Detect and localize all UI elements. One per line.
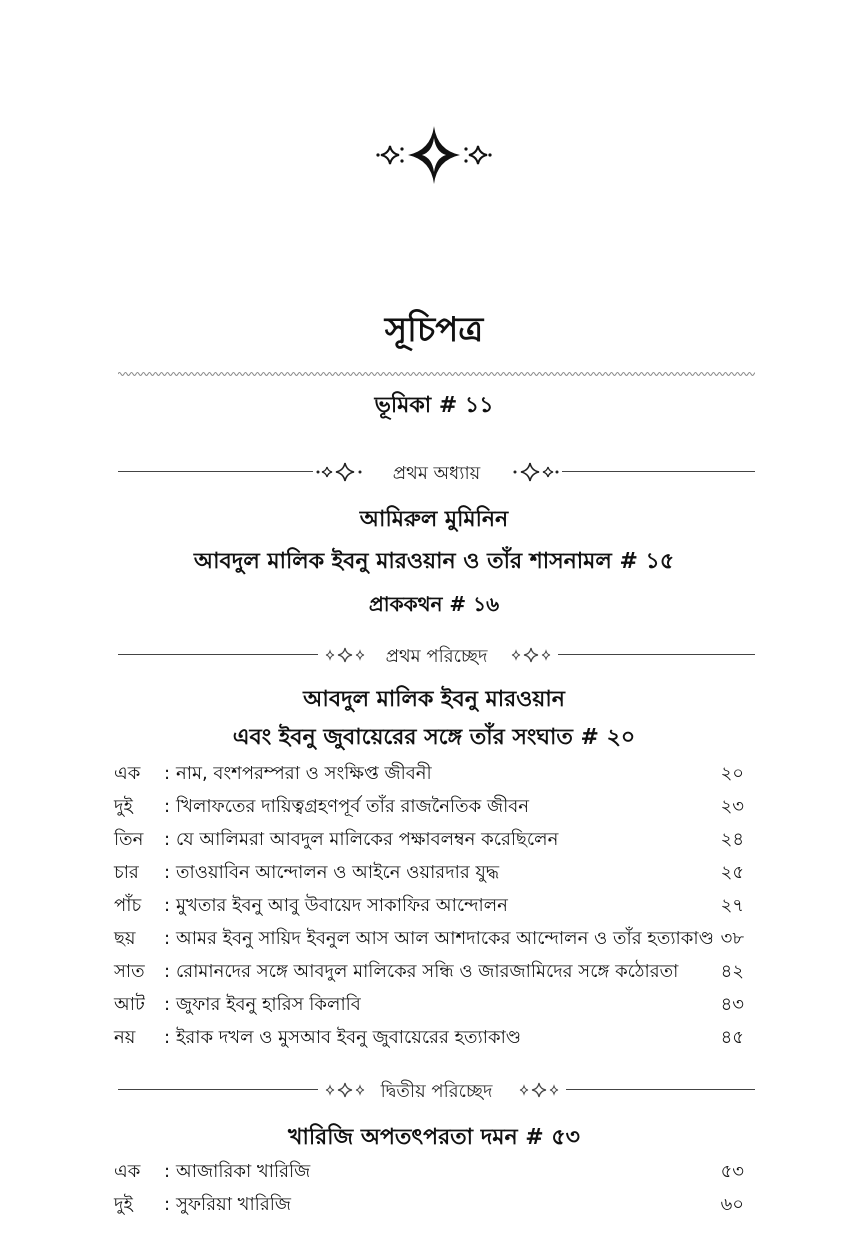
toc-row-number: এক xyxy=(114,763,141,784)
toc-row[interactable] xyxy=(114,757,744,790)
toc-row-colon: : xyxy=(164,1161,171,1182)
section-label: দ্বিতীয় পরিচ্ছেদ xyxy=(380,1081,493,1102)
toc-row-colon: : xyxy=(164,796,171,817)
chapter-heading-line1[interactable]: আমিরুল মুমিনিন xyxy=(359,507,509,532)
toc-row-page: ২৭ xyxy=(720,895,744,916)
section-divider xyxy=(118,640,755,670)
chapter-divider xyxy=(118,457,755,487)
toc-row-title: রোমানদের সঙ্গে আবদুল মালিকের সন্ধি ও জারজামিদের সঙ্গে কঠোরতা xyxy=(176,961,679,982)
section2-heading[interactable]: খারিজি অপতৎপরতা দমন # ৫৩ xyxy=(288,1125,580,1150)
toc-row[interactable] xyxy=(114,889,744,922)
toc-row-title: ইরাক দখল ও মুসআব ইবনু জুবায়েরের হত্যাকাণ্ড xyxy=(176,1027,522,1048)
wavy-divider xyxy=(118,364,755,374)
divider-ornament-icon xyxy=(506,645,556,665)
toc-row-title: নাম, বংশপরম্পরা ও সংক্ষিপ্ত জীবনী xyxy=(176,763,432,784)
toc-row-page: ৫৩ xyxy=(720,1161,744,1182)
divider-ornament-icon xyxy=(514,1080,564,1100)
section-heading-line2[interactable]: এবং ইবনু জুবায়েরের সঙ্গে তাঁর সংঘাত # ২০ xyxy=(232,725,636,750)
toc-row-number: পাঁচ xyxy=(114,895,142,916)
toc-row-page: ৩৮ xyxy=(720,928,744,949)
toc-row-title: তাওয়াবিন আন্দোলন ও আইনে ওয়ারদার যুদ্ধ xyxy=(176,862,500,883)
section-heading-line1[interactable]: আবদুল মালিক ইবনু মারওয়ান xyxy=(303,687,565,712)
toc-row-colon: : xyxy=(164,1194,171,1215)
wavy-line xyxy=(118,373,755,376)
toc-row-number: দুই xyxy=(114,1194,133,1215)
toc-row[interactable] xyxy=(114,922,744,955)
toc-row-title: আজারিকা খারিজি xyxy=(176,1161,311,1182)
top-ornament-icon xyxy=(0,122,868,188)
toc-row-page: ২৪ xyxy=(720,829,744,850)
chapter-heading-line2[interactable]: আবদুল মালিক ইবনু মারওয়ান ও তাঁর শাসনামল # ১৫ xyxy=(193,549,675,574)
toc-row-title: মুখতার ইবনু আবু উবায়েদ সাকাফির আন্দোলন xyxy=(176,895,508,916)
toc-row-colon: : xyxy=(164,961,171,982)
toc-row[interactable] xyxy=(114,1021,744,1054)
toc-row-title: সুফরিয়া খারিজি xyxy=(176,1194,291,1215)
toc-row-title: খিলাফতের দায়িত্বগ্রহণপূর্ব তাঁর রাজনৈতিক জীবন xyxy=(176,796,529,817)
toc-row-colon: : xyxy=(164,994,171,1015)
toc-row[interactable] xyxy=(114,1155,744,1188)
toc-entry-prologue[interactable]: প্রাককথন # ১৬ xyxy=(368,592,500,616)
toc-row[interactable] xyxy=(114,790,744,823)
toc-row-colon: : xyxy=(164,763,171,784)
toc-row-number: আট xyxy=(114,994,145,1015)
toc-row[interactable] xyxy=(114,955,744,988)
toc-row-colon: : xyxy=(164,829,171,850)
toc-row-title: আমর ইবনু সায়িদ ইবনুল আস আল আশদাকের আন্দোলন ও তাঁর হত্যাকাণ্ড xyxy=(176,928,714,949)
toc-row[interactable] xyxy=(114,988,744,1021)
divider-ornament-icon xyxy=(510,462,560,482)
toc-row-number: তিন xyxy=(114,829,144,850)
toc-row-page: ৪৫ xyxy=(720,1027,744,1048)
toc-row-number: সাত xyxy=(114,961,145,982)
toc-row-page: ২০ xyxy=(720,763,744,784)
toc-row-colon: : xyxy=(164,895,171,916)
toc-row-page: ৪২ xyxy=(720,961,744,982)
toc-row-colon: : xyxy=(164,862,171,883)
toc-row-page: ৬০ xyxy=(720,1194,744,1215)
toc-row-number: চার xyxy=(114,862,139,883)
toc-row[interactable] xyxy=(114,856,744,889)
toc-row-colon: : xyxy=(164,928,171,949)
toc-row-number: নয় xyxy=(114,1027,136,1048)
toc-entry-bhumika[interactable]: ভূমিকা # ১১ xyxy=(374,393,494,418)
toc-row-page: ২৩ xyxy=(720,796,744,817)
toc-list-section1 xyxy=(114,757,744,1054)
section-divider xyxy=(118,1075,755,1105)
page-title: সূচিপত্র xyxy=(384,310,484,350)
toc-list-section2 xyxy=(114,1155,744,1221)
toc-row[interactable] xyxy=(114,823,744,856)
toc-row-number: ছয় xyxy=(114,928,136,949)
toc-row-page: ২৫ xyxy=(720,862,744,883)
toc-row-title: জুফার ইবনু হারিস কিলাবি xyxy=(176,994,361,1015)
toc-row-number: এক xyxy=(114,1161,141,1182)
chapter-label: প্রথম অধ্যায় xyxy=(392,463,481,484)
toc-row-number: দুই xyxy=(114,796,133,817)
section-label: প্রথম পরিচ্ছেদ xyxy=(385,646,488,667)
toc-row-title: যে আলিমরা আবদুল মালিকের পক্ষাবলম্বন করেছিলেন xyxy=(176,829,559,850)
toc-row[interactable] xyxy=(114,1188,744,1221)
toc-row-colon: : xyxy=(164,1027,171,1048)
toc-row-page: ৪৩ xyxy=(720,994,744,1015)
